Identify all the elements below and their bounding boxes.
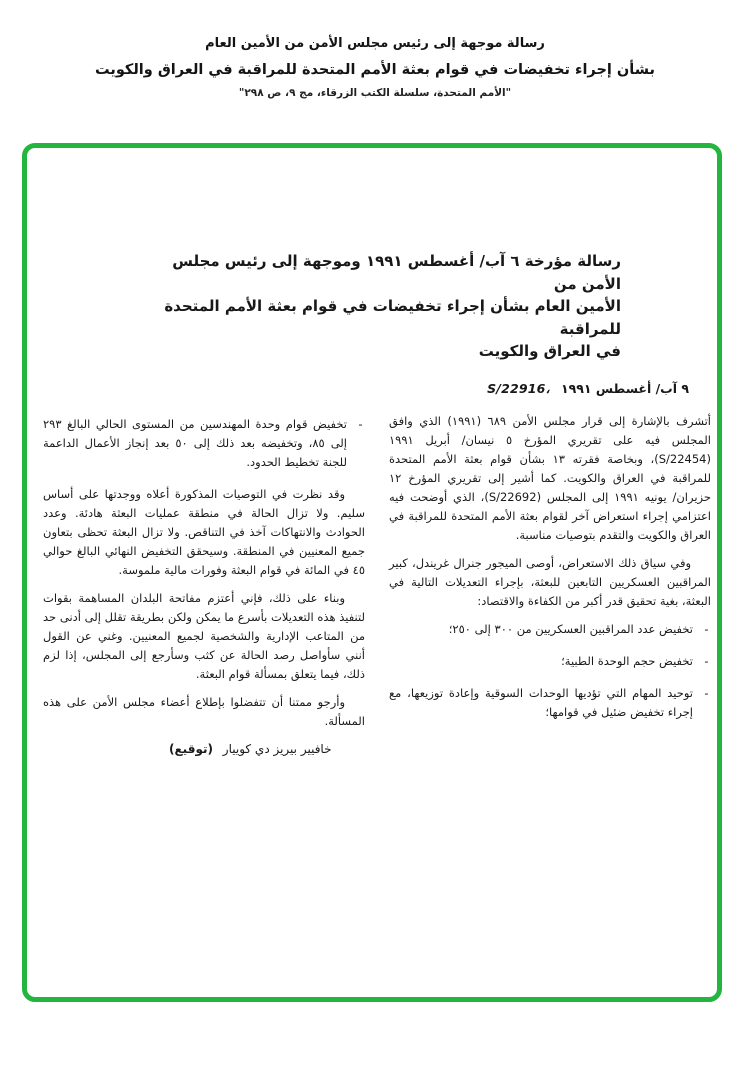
list-item-text: تخفيض حجم الوحدة الطبية؛ <box>561 653 693 668</box>
list-item <box>389 620 711 639</box>
paragraph-request: وأرجو ممتنا أن تتفضلوا بإطلاع أعضاء مجلس الأمن على هذه المسألة. <box>43 694 365 728</box>
dash-bullet-icon: - <box>704 621 709 636</box>
header-source-note: "الأمم المتحدة، سلسلة الكتب الزرقاء، مج ٩، ص ٢٩٨" <box>238 87 512 99</box>
list-item <box>43 415 365 472</box>
paragraph-intro: أتشرف بالإشارة إلى قرار مجلس الأمن ٦٨٩ (١٩٩١) الذي وافق المجلس فيه على تقريري المؤرخ ٥ نيسان/ أبريل ١٩٩١ (S/22454)، وبخاصة فقرته ١٣ بشأن قوام بعثة الأمم المتحدة للمراقبة في العراق والكويت. كما أشير إلى تقريري المؤرخ ١٢ حزيران/ يونيه ١٩٩١ إلى المجلس (S/22692)، الذي أوضحت فيه اعتزامي إجراء استعراض آخر لقوام بعثة الأمم المتحدة للمراقبة في العراق والكويت والتقدم بتوصيات مناسبة. <box>389 413 711 542</box>
column-right <box>389 412 711 759</box>
document-symbol-date <box>27 381 689 396</box>
paragraph-review: وفي سياق ذلك الاستعراض، أوصى الميجور جنرال غريندل، كبير المراقبين العسكريين التابعين للبعثة، بإجراء التعديلات التالية في البعثة، بغية تحقيق قدر أكبر من الكفاءة والاقتصاد: <box>389 555 711 608</box>
page-header <box>0 36 750 99</box>
document-symbol: S/22916، <box>487 380 550 396</box>
dash-bullet-icon: - <box>704 685 709 700</box>
list-item-text: تخفيض قوام وحدة المهندسين من المستوى الحالي البالغ ٢٩٣ إلى ٨٥، وتخفيضه بعد ذلك إلى ٥٠ بعد إنجاز الأعمال الداعمة للجنة تخطيط الحدود. <box>43 416 348 469</box>
letter-body-columns <box>43 412 711 759</box>
signature-name: خافيير بيريز دي كوييار <box>222 741 332 756</box>
list-item <box>389 684 711 722</box>
dash-bullet-icon: - <box>704 653 709 668</box>
document-date: ٩ آب/ أغسطس ١٩٩١ <box>560 380 689 396</box>
letter-title-line3: في العراق والكويت <box>478 342 621 360</box>
signature-label: (توقيع) <box>169 741 213 756</box>
letter-frame <box>22 143 722 1002</box>
list-item <box>389 652 711 671</box>
list-item-text: تخفيض عدد المراقبين العسكريين من ٣٠٠ إلى ٢٥٠؛ <box>448 621 693 636</box>
header-title-line2: بشأن إجراء تخفيضات في قوام بعثة الأمم المتحدة للمراقبة في العراق والكويت <box>95 62 655 78</box>
list-item-text: توحيد المهام التي تؤديها الوحدات السوقية وإعادة توزيعها، مع إجراء تخفيض ضئيل في قوامها؛ <box>389 685 693 719</box>
signature-line <box>43 740 365 759</box>
paragraph-considered: وقد نظرت في التوصيات المذكورة أعلاه ووجدتها على أساس سليم. ولا تزال الحالة في منطقة عمليات البعثة هادئة. وعدد الحوادث والانتهاكات آخذ في التناقص. ولا تزال البعثة تحظى بتعاون جميع المعنيين في المنطقة. وسيحقق التخفيض النهائي البالغ حوالي ٤٥ في المائة في قوام البعثة وفورات مالية ملموسة. <box>43 486 365 577</box>
dash-bullet-icon: - <box>358 416 363 431</box>
column-left <box>43 412 365 759</box>
paragraph-accordingly: وبناء على ذلك، فإني أعتزم مفاتحة البلدان المساهمة بقوات لتنفيذ هذه التعديلات بأسرع ما يمكن ولكن بطريقة تقلل إلى أدنى حد من المتاعب الإدارية والشخصية لجميع المعنيين. وغني عن القول أنني سأواصل رصد الحالة عن كثب وسأرجع إلى المجلس، إذا لزم ذلك، فيما يتعلق بمسألة قوام البعثة. <box>43 590 365 681</box>
letter-title <box>131 250 621 363</box>
letter-title-line1: رسالة مؤرخة ٦ آب/ أغسطس ١٩٩١ وموجهة إلى رئيس مجلس الأمن من <box>172 252 621 293</box>
letter-title-line2: الأمين العام بشأن إجراء تخفيضات في قوام بعثة الأمم المتحدة للمراقبة <box>164 297 621 338</box>
header-title-line1: رسالة موجهة إلى رئيس مجلس الأمن من الأمين العام <box>205 36 545 51</box>
